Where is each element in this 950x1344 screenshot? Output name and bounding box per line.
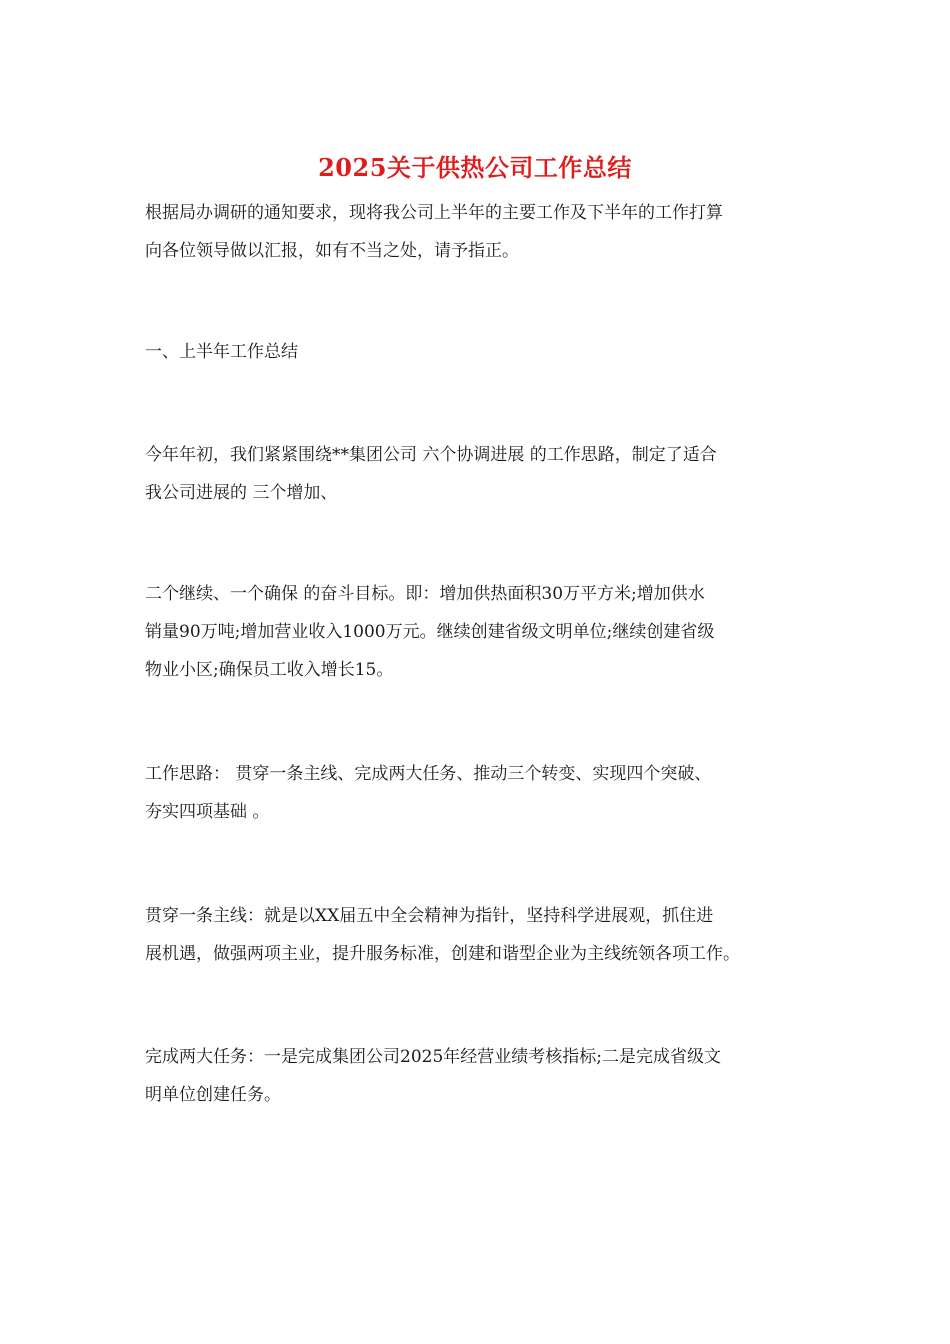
paragraph-line: 二个继续、一个确保 的奋斗目标。即：增加供热面积30万平方米;增加供水 (145, 584, 705, 604)
paragraph-line: 明单位创建任务。 (145, 1085, 281, 1105)
paragraph-intro (145, 194, 810, 270)
section-heading (145, 333, 810, 371)
paragraph-line: 一、上半年工作总结 (145, 342, 298, 362)
paragraph-line: 物业小区;确保员工收入增长15。 (145, 660, 394, 680)
paragraph-work-thinking (145, 755, 810, 831)
paragraph-line: 向各位领导做以汇报，如有不当之处，请予指正。 (145, 241, 519, 261)
paragraph-line: 销量90万吨;增加营业收入1000万元。继续创建省级文明单位;继续创建省级 (145, 622, 715, 642)
paragraph-line: 夯实四项基础 。 (145, 802, 270, 822)
paragraph-early-year (145, 436, 810, 512)
paragraph-two-tasks (145, 1038, 810, 1114)
paragraph-main-line (145, 897, 810, 973)
paragraph-line: 贯穿一条主线：就是以XX届五中全会精神为指针，坚持科学进展观，抓住进 (145, 906, 714, 926)
document-title: 2025关于供热公司工作总结 (318, 153, 632, 182)
paragraph-line: 完成两大任务：一是完成集团公司2025年经营业绩考核指标;二是完成省级文 (145, 1047, 721, 1067)
paragraph-line: 根据局办调研的通知要求，现将我公司上半年的主要工作及下半年的工作打算 (145, 203, 723, 223)
paragraph-line: 我公司进展的 三个增加、 (145, 483, 338, 503)
paragraph-line: 工作思路： 贯穿一条主线、完成两大任务、推动三个转变、实现四个突破、 (145, 764, 712, 784)
paragraph-line: 今年年初，我们紧紧围绕**集团公司 六个协调进展 的工作思路，制定了适合 (145, 445, 717, 465)
paragraph-goals (145, 575, 810, 689)
paragraph-line: 展机遇，做强两项主业，提升服务标准，创建和谐型企业为主线统领各项工作。 (145, 944, 740, 964)
